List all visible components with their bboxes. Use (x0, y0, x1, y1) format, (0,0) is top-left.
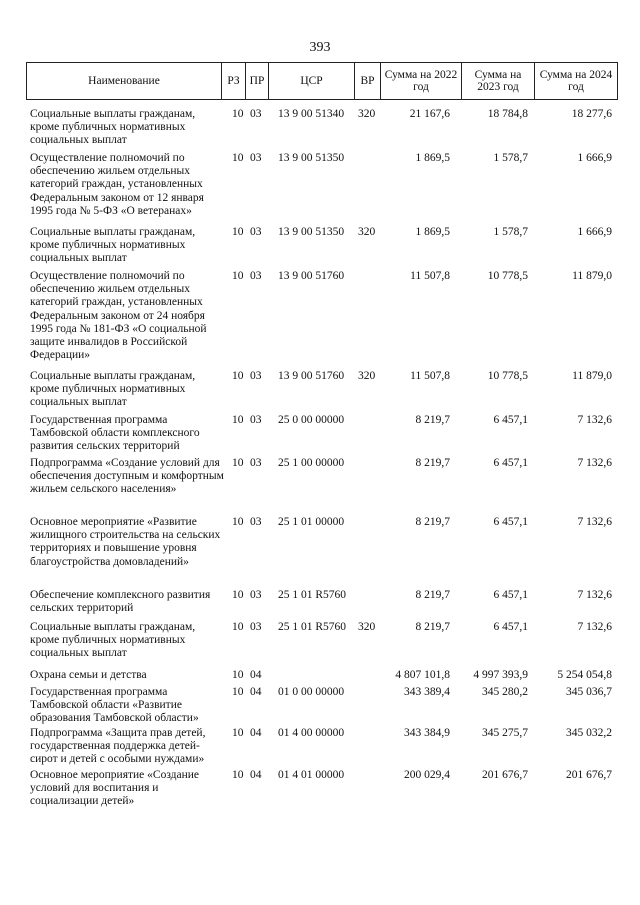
cell-rz: 10 (232, 516, 244, 528)
cell-name: Охрана семьи и детства (30, 669, 147, 681)
cell-csr: 13 9 00 51350 (278, 226, 345, 238)
cell-y2023: 1 578,7 (493, 226, 528, 238)
table-header (26, 62, 618, 100)
cell-csr: 13 9 00 51350 (278, 152, 345, 164)
cell-pr: 03 (250, 108, 262, 120)
cell-rz: 10 (232, 457, 244, 469)
cell-y2022: 343 389,4 (404, 686, 450, 698)
cell-y2022: 8 219,7 (415, 516, 450, 528)
cell-vr: 320 (358, 226, 376, 238)
cell-name: Социальные выплаты гражданам, кроме публичных нормативных социальных выплат (30, 621, 196, 660)
cell-y2023: 10 778,5 (487, 370, 528, 382)
cell-y2024: 5 254 054,8 (557, 669, 612, 681)
header-pr: ПР (249, 75, 265, 87)
cell-y2022: 4 807 101,8 (395, 669, 450, 681)
cell-y2022: 343 384,9 (404, 727, 450, 739)
cell-csr: 13 9 00 51340 (278, 108, 345, 120)
cell-vr: 320 (358, 370, 376, 382)
cell-pr: 03 (250, 414, 262, 426)
cell-y2024: 345 036,7 (566, 686, 612, 698)
cell-y2024: 7 132,6 (577, 457, 612, 469)
cell-vr: 320 (358, 108, 376, 120)
cell-y2022: 1 869,5 (415, 152, 450, 164)
cell-y2024: 11 879,0 (572, 270, 612, 282)
cell-y2023: 10 778,5 (487, 270, 528, 282)
cell-pr: 03 (250, 226, 262, 238)
cell-name: Социальные выплаты гражданам, кроме публичных нормативных социальных выплат (30, 370, 196, 409)
cell-y2022: 8 219,7 (415, 414, 450, 426)
cell-name: Государственная программа Тамбовской области комплексного развития сельских территорий (30, 414, 200, 453)
cell-pr: 03 (250, 621, 262, 633)
cell-name: Подпрограмма «Создание условий для обеспечения доступным и комфортным жильем сельского населения» (30, 457, 224, 496)
cell-pr: 04 (250, 727, 262, 739)
cell-rz: 10 (232, 414, 244, 426)
cell-y2024: 7 132,6 (577, 414, 612, 426)
cell-y2022: 200 029,4 (404, 769, 450, 781)
cell-rz: 10 (232, 727, 244, 739)
cell-y2022: 21 167,6 (409, 108, 450, 120)
cell-pr: 04 (250, 769, 262, 781)
cell-pr: 04 (250, 669, 262, 681)
cell-y2022: 8 219,7 (415, 589, 450, 601)
cell-pr: 03 (250, 152, 262, 164)
cell-rz: 10 (232, 152, 244, 164)
cell-y2023: 6 457,1 (493, 516, 528, 528)
cell-rz: 10 (232, 270, 244, 282)
cell-name: Социальные выплаты гражданам, кроме публичных нормативных социальных выплат (30, 108, 196, 147)
cell-pr: 03 (250, 589, 262, 601)
cell-csr: 25 1 00 00000 (278, 457, 345, 469)
cell-pr: 03 (250, 370, 262, 382)
header-name: Наименование (88, 75, 160, 87)
cell-y2024: 11 879,0 (572, 370, 612, 382)
cell-y2023: 6 457,1 (493, 457, 528, 469)
cell-y2024: 7 132,6 (577, 516, 612, 528)
cell-csr: 13 9 00 51760 (278, 370, 345, 382)
cell-rz: 10 (232, 686, 244, 698)
cell-csr: 25 0 00 00000 (278, 414, 345, 426)
header-sum-2023: Сумма на 2023 год (474, 69, 522, 93)
cell-name: Основное мероприятие «Развитие жилищного строительства на сельских территориях и повышение уровня благоустройства домовладений» (30, 516, 221, 568)
header-vr: ВР (360, 75, 375, 87)
cell-y2024: 18 277,6 (571, 108, 612, 120)
header-sum-2024: Сумма на 2024 год (539, 69, 613, 93)
cell-name: Подпрограмма «Защита прав детей, государственная поддержка детей-сирот и детей с особыми нуждами» (30, 727, 206, 766)
cell-rz: 10 (232, 669, 244, 681)
cell-rz: 10 (232, 769, 244, 781)
cell-y2023: 6 457,1 (493, 414, 528, 426)
cell-pr: 03 (250, 270, 262, 282)
cell-vr: 320 (358, 621, 376, 633)
cell-rz: 10 (232, 226, 244, 238)
cell-pr: 03 (250, 457, 262, 469)
cell-y2023: 6 457,1 (493, 621, 528, 633)
cell-rz: 10 (232, 621, 244, 633)
page-number: 393 (309, 40, 331, 55)
cell-csr: 13 9 00 51760 (278, 270, 345, 282)
cell-rz: 10 (232, 370, 244, 382)
cell-y2023: 18 784,8 (487, 108, 528, 120)
cell-name: Осуществление полномочий по обеспечению жильем отдельных категорий граждан, установленных Федеральным законом от 12 января 1995 года № 5-ФЗ «О ветеранах» (30, 152, 204, 217)
cell-rz: 10 (232, 589, 244, 601)
cell-y2022: 11 507,8 (410, 370, 450, 382)
header-rz: РЗ (227, 75, 240, 87)
cell-y2022: 1 869,5 (415, 226, 450, 238)
cell-y2024: 201 676,7 (566, 769, 612, 781)
cell-y2024: 7 132,6 (577, 621, 612, 633)
cell-y2023: 345 280,2 (482, 686, 528, 698)
cell-y2023: 345 275,7 (482, 727, 528, 739)
cell-csr: 01 4 01 00000 (278, 769, 345, 781)
header-sum-2022: Сумма на 2022 год (384, 69, 458, 93)
cell-csr: 01 0 00 00000 (278, 686, 345, 698)
cell-rz: 10 (232, 108, 244, 120)
cell-csr: 01 4 00 00000 (278, 727, 345, 739)
cell-y2023: 4 997 393,9 (473, 669, 528, 681)
cell-y2022: 11 507,8 (410, 270, 450, 282)
cell-name: Государственная программа Тамбовской области «Развитие образования Тамбовской области» (30, 686, 199, 725)
cell-name: Обеспечение комплексного развития сельских территорий (30, 589, 211, 615)
cell-pr: 03 (250, 516, 262, 528)
cell-csr: 25 1 01 R5760 (278, 621, 347, 633)
cell-y2022: 8 219,7 (415, 621, 450, 633)
cell-name: Основное мероприятие «Создание условий для воспитания и социализации детей» (30, 769, 200, 808)
cell-name: Социальные выплаты гражданам, кроме публичных нормативных социальных выплат (30, 226, 196, 265)
cell-y2022: 8 219,7 (415, 457, 450, 469)
cell-y2024: 7 132,6 (577, 589, 612, 601)
cell-y2024: 1 666,9 (577, 152, 612, 164)
cell-name: Осуществление полномочий по обеспечению жильем отдельных категорий граждан, установленных Федеральным законом от 24 ноября 1995 года № 181-ФЗ «О социальной защите инвалидов в Российской Федерации» (30, 270, 207, 362)
cell-y2023: 6 457,1 (493, 589, 528, 601)
cell-y2023: 201 676,7 (482, 769, 528, 781)
cell-pr: 04 (250, 686, 262, 698)
cell-csr: 25 1 01 R5760 (278, 589, 347, 601)
cell-y2024: 1 666,9 (577, 226, 612, 238)
cell-y2024: 345 032,2 (566, 727, 612, 739)
cell-y2023: 1 578,7 (493, 152, 528, 164)
header-csr: ЦСР (300, 75, 323, 87)
cell-csr: 25 1 01 00000 (278, 516, 345, 528)
